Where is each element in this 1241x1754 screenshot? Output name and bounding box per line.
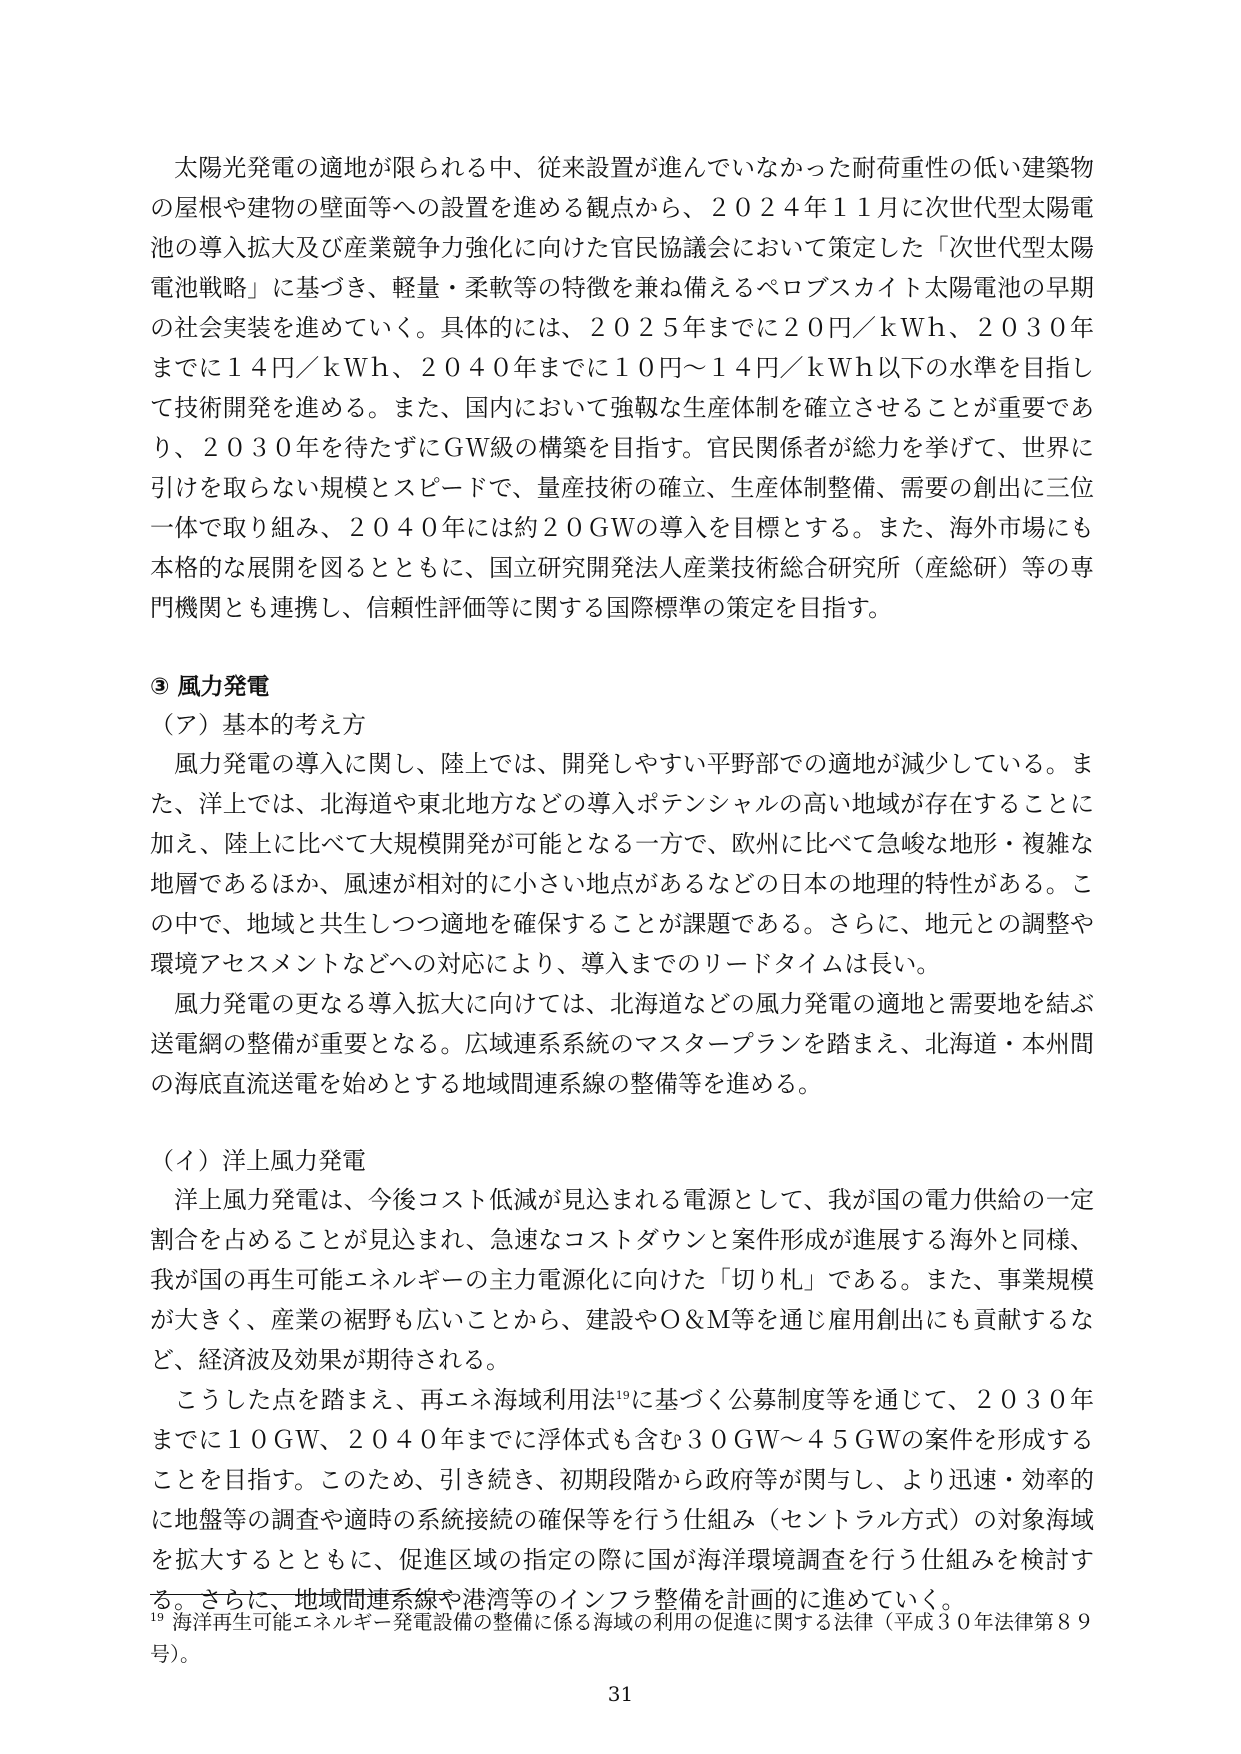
page-number: 31 [607,1682,634,1706]
footnote-text: 海洋再生可能エネルギー発電設備の整備に係る海域の利用の促進に関する法律（平成３０年法律第８９号）。 [150,1610,1094,1666]
offshore-wind-paragraph-1: 洋上風力発電は、今後コスト低減が見込まれる電源として、我が国の電力供給の一定割合を占めることが見込まれ、急速なコストダウンと案件形成が進展する海外と同様、我が国の再生可能エネルギーの主力電源化に向けた「切り札」である。また、事業規模が大きく、産業の裾野も広いことから、建設やＯ＆Ｍ等を通じ雇用創出にも貢献するなど、経済波及効果が期待される。 [150,1186,1094,1374]
footnote-19 [150,1606,1094,1670]
section-heading-wind-power: ③ 風力発電 [150,674,270,700]
footnote-mark: 19 [150,1611,164,1625]
page-body [150,148,1094,1620]
offshore-wind-paragraph-2-rest: に基づく公募制度等を通じて、２０３０年までに１０ＧＷ、２０４０年までに浮体式も含む３０ＧＷ〜４５ＧＷの案件を形成することを目指す。このため、引き続き、初期段階から政府等が関与し、より迅速・効率的に地盤等の調査や適時の系統接続の確保等を行う仕組み（セントラル方式）の対象海域を拡大するとともに、促進区域の指定の際に国が海洋環境調査を行う仕組みを検討する。さらに、地域間連系線や港湾等のインフラ整備を計画的に進めていく。 [150,1386,1094,1614]
subsection-heading-offshore-wind: （イ）洋上風力発電 [150,1147,366,1175]
basic-approach-paragraph-2: 風力発電の更なる導入拡大に向けては、北海道などの風力発電の適地と需要地を結ぶ送電網の整備が重要となる。広域連系系統のマスタープランを踏まえ、北海道・本州間の海底直流送電を始めとする地域間連系線の整備等を進める。 [150,990,1094,1098]
offshore-wind-paragraph-2-start: こうした点を踏まえ、再エネ海域利用法 [174,1386,616,1414]
basic-approach-paragraph-1: 風力発電の導入に関し、陸上では、開発しやすい平野部での適地が減少している。また、洋上では、北海道や東北地方などの導入ポテンシャルの高い地域が存在することに加え、陸上に比べて大規模開発が可能となる一方で、欧州に比べて急峻な地形・複雑な地層であるほか、風速が相対的に小さい地点があるなどの日本の地理的特性がある。この中で、地域と共生しつつ適地を確保することが課題である。さらに、地元との調整や環境アセスメントなどへの対応により、導入までのリードタイムは長い。 [150,750,1094,978]
subsection-heading-basic-approach: （ア）基本的考え方 [150,711,366,739]
footnote-divider [150,1594,450,1595]
offshore-wind-paragraph-2 [150,1380,1094,1620]
footnote-reference-19[interactable]: 19 [615,1389,630,1402]
intro-paragraph: 太陽光発電の適地が限られる中、従来設置が進んでいなかった耐荷重性の低い建築物の屋根や建物の壁面等への設置を進める観点から、２０２４年１１月に次世代型太陽電池の導入拡大及び産業競争力強化に向けた官民協議会において策定した「次世代型太陽電池戦略」に基づき、軽量・柔軟等の特徴を兼ね備えるペロブスカイト太陽電池の早期の社会実装を進めていく。具体的には、２０２５年までに２０円／ｋＷｈ、２０３０年までに１４円／ｋＷｈ、２０４０年までに１０円〜１４円／ｋＷｈ以下の水準を目指して技術開発を進める。また、国内において強靱な生産体制を確立させることが重要であり、２０３０年を待たずにＧＷ級の構築を目指す。官民関係者が総力を挙げて、世界に引けを取らない規模とスピードで、量産技術の確立、生産体制整備、需要の創出に三位一体で取り組み、２０４０年には約２０ＧＷの導入を目標とする。また、海外市場にも本格的な展開を図るとともに、国立研究開発法人産業技術総合研究所（産総研）等の専門機関とも連携し、信頼性評価等に関する国際標準の策定を目指す。 [150,154,1094,622]
